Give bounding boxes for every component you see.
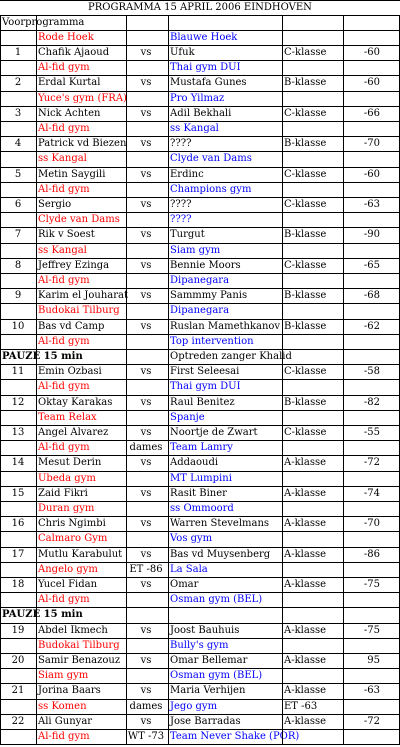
weight-limit: -75 [363, 624, 380, 636]
weight-limit: -74 [363, 487, 380, 499]
red-corner-header: Rode Hoek [38, 32, 94, 43]
weight-class: C-klasse [284, 168, 327, 180]
red-fighter-name: Samir Benazouz [38, 655, 121, 666]
red-fighter-name: Chris Ngimbi [38, 518, 106, 530]
red-fighter-gym: Al-fid gym [38, 62, 90, 74]
versus-label: vs [140, 655, 152, 666]
bout-number: 4 [14, 138, 22, 150]
versus-label: vs [140, 168, 152, 180]
row-divider [0, 410, 400, 411]
row-divider [0, 501, 400, 502]
versus-label: vs [140, 518, 152, 530]
bout-number: 22 [11, 715, 25, 727]
blue-fighter-name: Bennie Moors [170, 259, 241, 271]
row-divider [0, 729, 400, 730]
row-divider [0, 714, 400, 715]
bout-number: 15 [11, 487, 25, 499]
red-fighter-gym: Duran gym [38, 503, 95, 514]
row-divider [0, 668, 400, 669]
weight-class: A-klasse [284, 715, 327, 727]
pause-note: Optreden zanger Khalid [170, 351, 292, 362]
bout-number: 20 [11, 655, 25, 666]
row-divider [0, 592, 400, 593]
red-fighter-name: Mesut Derin [38, 457, 102, 469]
red-fighter-gym: Al-fid gym [38, 183, 90, 195]
row-divider [0, 75, 400, 76]
blue-fighter-gym: Team Lamry [170, 442, 233, 454]
blue-fighter-name: Omar Bellemar [170, 655, 248, 666]
blue-fighter-name: Turgut [170, 229, 205, 241]
weight-limit: -75 [363, 579, 380, 590]
bout-number: 14 [11, 457, 25, 469]
blue-fighter-name: Mustafa Gunes [170, 77, 247, 89]
blue-fighter-name: Ruslan Mamethkanov [170, 320, 281, 332]
row-divider [0, 151, 400, 152]
versus-label: vs [140, 290, 152, 302]
row-divider [0, 121, 400, 122]
red-fighter-name: Patrick vd Biezen [38, 138, 127, 150]
blue-fighter-gym: Jego gym [170, 700, 218, 712]
red-fighter-gym: ss Kangal [38, 153, 87, 165]
blue-fighter-gym: Clyde van Dams [170, 153, 252, 165]
blue-fighter-name: Jose Barradas [170, 715, 241, 727]
row-divider [0, 455, 400, 456]
column-divider [168, 15, 169, 744]
row-divider [0, 60, 400, 61]
bout-number: 16 [11, 518, 25, 530]
red-fighter-name: Karim el Jouharat [38, 290, 128, 302]
versus-label: vs [140, 199, 152, 210]
row-divider [0, 683, 400, 684]
row-divider [0, 243, 400, 244]
weight-class: B-klasse [284, 138, 327, 150]
blue-fighter-gym: Champions gym [170, 183, 252, 195]
red-fighter-gym: Al-fid gym [38, 594, 90, 606]
row-divider [0, 212, 400, 213]
blue-fighter-gym: Thai gym DUI [170, 381, 241, 393]
row-divider [0, 319, 400, 320]
bout-number: 11 [11, 366, 25, 378]
weight-limit: -60 [363, 168, 380, 180]
row-divider [0, 303, 400, 304]
red-fighter-name: Bas vd Camp [38, 320, 105, 332]
bout-number: 12 [11, 396, 25, 408]
red-fighter-gym: Budokai Tilburg [38, 305, 120, 317]
bout-number: 13 [11, 427, 25, 438]
red-fighter-gym: Al-fid gym [38, 381, 90, 393]
row-divider [0, 45, 400, 46]
program-title: PROGRAMMA 15 APRIL 2006 EINDHOVEN [88, 2, 312, 13]
weight-limit: -58 [363, 366, 380, 378]
red-fighter-gym: Yuce's gym (FRA) [38, 92, 127, 104]
weight-limit: -55 [363, 427, 380, 438]
blue-fighter-gym: Spanje [170, 411, 205, 423]
blue-fighter-gym: Top intervention [170, 335, 254, 347]
row-divider [0, 653, 400, 654]
red-fighter-name: Ali Gunyar [38, 715, 93, 727]
row-divider [0, 425, 400, 426]
red-fighter-gym: Ubeda gym [38, 472, 96, 484]
red-fighter-gym: Al-fid gym [38, 731, 90, 742]
weight-class: B-klasse [284, 77, 327, 89]
weight-class: A-klasse [284, 518, 327, 530]
row-divider [0, 547, 400, 548]
versus-label: vs [140, 715, 152, 727]
red-fighter-name: Abdel Ikmech [38, 624, 108, 636]
bout-note: dames [129, 442, 163, 454]
blue-fighter-gym: Dipanegara [170, 275, 230, 286]
row-divider [0, 334, 400, 335]
row-divider [0, 258, 400, 259]
row-divider [0, 91, 400, 92]
blue-fighter-gym: Vos gym [170, 533, 213, 545]
blue-fighter-gym: Pro Yilmaz [170, 92, 225, 104]
red-fighter-name: Erdal Kurtal [38, 77, 101, 89]
row-divider [0, 197, 400, 198]
bout-number: 10 [11, 320, 25, 332]
bout-number: 8 [14, 259, 22, 271]
row-divider [0, 531, 400, 532]
bout-number: 9 [14, 290, 22, 302]
red-fighter-gym: Team Relax [38, 411, 97, 423]
bout-number: 17 [11, 548, 25, 560]
blue-fighter-name: Omar [170, 579, 199, 590]
blue-fighter-gym: Dipanegara [170, 305, 230, 317]
versus-label: vs [140, 320, 152, 332]
blue-fighter-name: Joost Bauhuis [170, 624, 240, 636]
blue-fighter-gym: ss Kangal [170, 123, 219, 134]
bout-number: 5 [14, 168, 22, 180]
weight-class: A-klasse [284, 457, 327, 469]
weight-class: B-klasse [284, 290, 327, 302]
row-divider [0, 699, 400, 700]
red-fighter-name: Jorina Baars [38, 685, 101, 697]
preliminary-label: Voorprogramma [2, 17, 85, 28]
row-divider [0, 182, 400, 183]
weight-class: B-klasse [284, 396, 327, 408]
weight-limit: -60 [363, 47, 380, 58]
weight-limit: -90 [363, 229, 380, 241]
red-fighter-name: Yucel Fidan [38, 579, 98, 590]
weight-class: B-klasse [284, 229, 327, 241]
row-divider [0, 106, 400, 107]
red-fighter-name: Sergio [38, 199, 72, 210]
bout-number: 1 [14, 47, 22, 58]
weight-class: C-klasse [284, 107, 327, 119]
versus-label: vs [140, 138, 152, 150]
weight-class: A-klasse [284, 685, 327, 697]
row-divider [0, 227, 400, 228]
weight-limit: -70 [363, 518, 380, 530]
bout-number: 6 [14, 199, 22, 210]
pause-label: PAUZE 15 min [2, 609, 83, 621]
versus-label: vs [140, 548, 152, 560]
bout-number: 3 [14, 107, 22, 119]
weight-class: A-klasse [284, 548, 327, 560]
red-fighter-name: Chafik Ajaoud [38, 47, 110, 58]
row-divider [0, 349, 400, 350]
versus-label: vs [140, 396, 152, 408]
weight-limit: -68 [363, 290, 380, 302]
blue-fighter-gym: Osman gym (BEL) [170, 594, 263, 606]
title-note: ET -63 [284, 700, 318, 712]
row-divider [0, 136, 400, 137]
weight-limit: -63 [363, 685, 380, 697]
weight-class: B-klasse [284, 320, 327, 332]
weight-limit: -60 [363, 77, 380, 89]
weight-class: C-klasse [284, 199, 327, 210]
column-divider [282, 15, 283, 744]
versus-label: vs [140, 487, 152, 499]
row-divider [0, 562, 400, 563]
row-divider [0, 364, 400, 365]
blue-fighter-name: Adil Bekhali [170, 107, 232, 119]
red-fighter-name: Zaid Fikri [38, 487, 88, 499]
weight-class: C-klasse [284, 47, 327, 58]
row-divider [0, 471, 400, 472]
blue-fighter-name: Rasit Biner [170, 487, 227, 499]
column-divider [0, 15, 1, 744]
row-divider [0, 30, 400, 31]
blue-fighter-name: Erdinc [170, 168, 204, 180]
pause-label: PAUZE 15 min [2, 351, 83, 362]
red-fighter-name: Rik v Soest [38, 229, 95, 241]
weight-class: C-klasse [284, 366, 327, 378]
versus-label: vs [140, 259, 152, 271]
versus-label: vs [140, 229, 152, 241]
blue-fighter-gym: ???? [170, 214, 192, 226]
row-divider [0, 516, 400, 517]
bout-number: 19 [11, 624, 25, 636]
row-divider [0, 623, 400, 624]
red-fighter-gym: Calmaro Gym [38, 533, 108, 545]
bout-note: dames [129, 700, 163, 712]
weight-limit: -62 [363, 320, 380, 332]
bout-note: WT -73 [127, 731, 165, 742]
weight-class: A-klasse [284, 624, 327, 636]
row-divider [0, 288, 400, 289]
weight-limit: -63 [363, 199, 380, 210]
blue-fighter-gym: Team Never Shake (POR) [170, 731, 300, 742]
red-fighter-gym: Al-fid gym [38, 442, 90, 454]
versus-label: vs [140, 47, 152, 58]
weight-limit: -72 [363, 715, 380, 727]
blue-corner-header: Blauwe Hoek [170, 32, 238, 43]
versus-label: vs [140, 579, 152, 590]
row-divider [0, 379, 400, 380]
blue-fighter-gym: MT Lumpini [170, 472, 232, 484]
weight-limit: -86 [363, 548, 380, 560]
versus-label: vs [140, 427, 152, 438]
blue-fighter-name: ???? [170, 138, 192, 150]
row-divider [0, 577, 400, 578]
weight-class: A-klasse [284, 487, 327, 499]
versus-label: vs [140, 624, 152, 636]
row-divider [0, 167, 400, 168]
bout-number: 7 [14, 229, 22, 241]
row-divider [0, 273, 400, 274]
bout-number: 18 [11, 579, 25, 590]
red-fighter-gym: Clyde van Dams [38, 214, 120, 226]
weight-class: C-klasse [284, 259, 327, 271]
row-divider [0, 0, 400, 1]
versus-label: vs [140, 457, 152, 469]
row-divider [0, 486, 400, 487]
weight-limit: -82 [363, 396, 380, 408]
column-divider [36, 15, 37, 744]
red-fighter-name: Emin Ozbasi [38, 366, 102, 378]
blue-fighter-name: Noortje de Zwart [170, 427, 258, 438]
weight-limit: -66 [363, 107, 380, 119]
row-divider [0, 15, 400, 16]
red-fighter-name: Nick Achten [38, 107, 101, 119]
red-fighter-gym: Angelo gym [38, 563, 98, 575]
red-fighter-name: Angel Alvarez [38, 427, 109, 438]
red-fighter-name: Mutlu Karabulut [38, 548, 123, 560]
weight-limit: 95 [367, 655, 380, 666]
column-divider [343, 15, 344, 744]
bout-number: 21 [11, 685, 25, 697]
red-fighter-gym: ss Komen [38, 700, 87, 712]
blue-fighter-name: Warren Stevelmans [170, 518, 270, 530]
row-divider [0, 638, 400, 639]
blue-fighter-name: Raul Benitez [170, 396, 235, 408]
row-divider [0, 744, 400, 745]
blue-fighter-name: Maria Verhijen [170, 685, 246, 697]
bout-note: ET -86 [129, 563, 163, 575]
blue-fighter-name: First Seleesai [170, 366, 240, 378]
red-fighter-gym: Siam gym [38, 670, 89, 682]
red-fighter-name: Jeffrey Ezinga [38, 259, 110, 271]
red-fighter-name: Metin Saygili [38, 168, 106, 180]
weight-limit: -70 [363, 138, 380, 150]
red-fighter-name: Oktay Karakas [38, 396, 113, 408]
red-fighter-gym: Budokai Tilburg [38, 639, 120, 651]
blue-fighter-name: Addaoudi [170, 457, 219, 469]
versus-label: vs [140, 685, 152, 697]
red-fighter-gym: ss Kangal [38, 244, 87, 256]
row-divider [0, 395, 400, 396]
red-fighter-gym: Al-fid gym [38, 123, 90, 134]
versus-label: vs [140, 107, 152, 119]
weight-limit: -65 [363, 259, 380, 271]
row-divider [0, 440, 400, 441]
weight-class: A-klasse [284, 655, 327, 666]
blue-fighter-gym: Bully's gym [170, 639, 229, 651]
blue-fighter-name: Bas vd Muysenberg [170, 548, 271, 560]
blue-fighter-name: Sammmy Panis [170, 290, 248, 302]
bout-number: 2 [14, 77, 22, 89]
blue-fighter-gym: Siam gym [170, 244, 221, 256]
weight-class: C-klasse [284, 427, 327, 438]
blue-fighter-gym: Osman gym (BEL) [170, 670, 263, 682]
red-fighter-gym: Al-fid gym [38, 275, 90, 286]
weight-class: A-klasse [284, 579, 327, 590]
blue-fighter-gym: La Sala [170, 563, 208, 575]
blue-fighter-gym: Thai gym DUI [170, 62, 241, 74]
red-fighter-gym: Al-fid gym [38, 335, 90, 347]
versus-label: vs [140, 77, 152, 89]
row-divider [0, 607, 400, 608]
column-divider [126, 15, 127, 744]
versus-label: vs [140, 366, 152, 378]
weight-limit: -72 [363, 457, 380, 469]
blue-fighter-name: Ufuk [170, 47, 195, 58]
blue-fighter-gym: ss Ommoord [170, 503, 234, 514]
blue-fighter-name: ???? [170, 199, 192, 210]
